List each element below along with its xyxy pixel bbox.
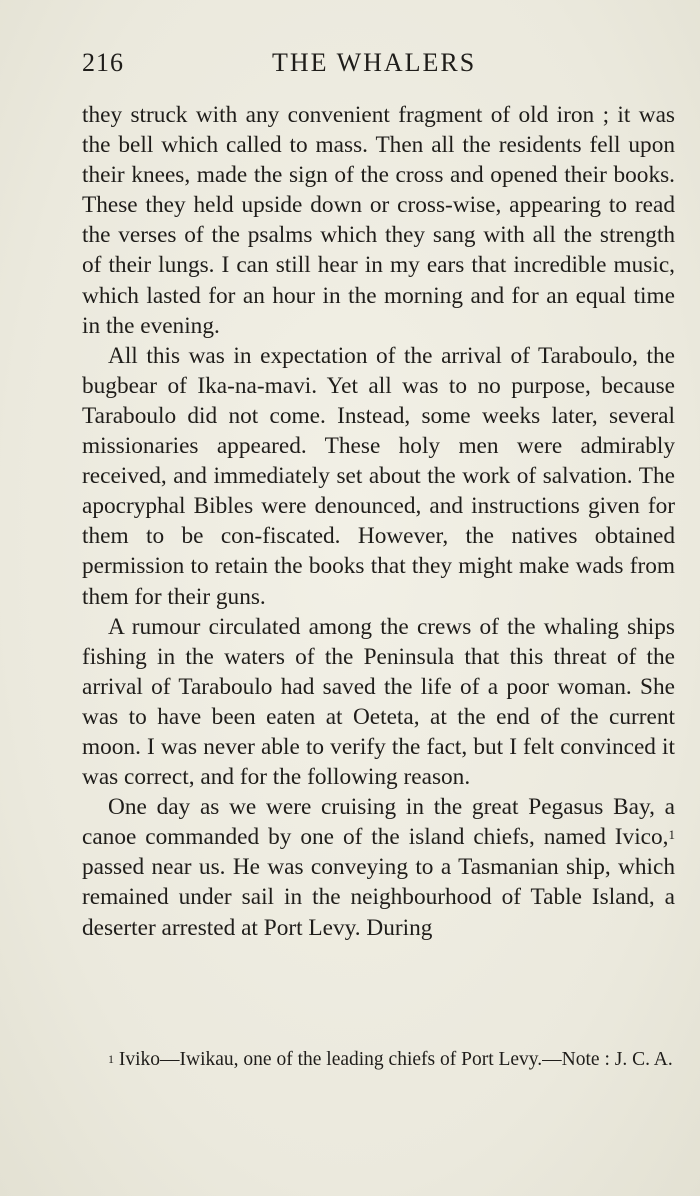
paragraph-4-text-start: One day as we were cruising in the great Pegasus Bay, a canoe commanded by one of the island chiefs, named Ivico, xyxy=(82,794,675,851)
running-title: THE WHALERS xyxy=(272,48,477,77)
footnote-reference[interactable]: 1 xyxy=(668,827,675,843)
footnote-text: Iviko—Iwikau, one of the leading chiefs of Port Levy.—Note : J. C. A. xyxy=(114,1049,673,1070)
running-head xyxy=(82,48,675,84)
paragraph-1: they struck with any convenient fragment of old iron ; it was the bell which called to mass. Then all the residents fell upon their knees, made the sign of the cross and opened their books. These they held upside down or cross-wise, appearing to read the verses of the psalms which they sang with all the strength of their lungs. I can still hear in my ears that incredible music, which lasted for an hour in the morning and for an equal time in the evening. xyxy=(82,102,675,339)
paragraph-3: A rumour circulated among the crews of the whaling ships fishing in the waters of the Peninsula that this threat of the arrival of Taraboulo had saved the life of a poor woman. She was to have been eaten at Oeteta, at the end of the current moon. I was never able to verify the fact, but I felt convinced it was correct, and for the following reason. xyxy=(82,613,675,791)
footnote xyxy=(82,1047,675,1073)
body-text xyxy=(82,100,675,943)
paragraph-4-text-end: passed near us. He was conveying to a Tasmanian ship, which remained under sail in the neighbourhood of Table Island, a deserter arrested at Port Levy. During xyxy=(82,854,675,941)
footnote-number: 1 xyxy=(108,1052,114,1066)
page-number: 216 xyxy=(82,48,124,77)
paragraph-4 xyxy=(82,792,675,942)
paragraph-2: All this was in expectation of the arrival of Taraboulo, the bugbear of Ika-na-mavi. Yet all was to no purpose, because Taraboulo did not come. Instead, some weeks later, several missionaries appeared. These holy men were admirably received, and immediately set about the work of salvation. The apocryphal Bibles were denounced, and instructions given for them to be con-fiscated. However, the natives obtained permission to retain the books that they might make wads from them for their guns. xyxy=(82,342,675,610)
